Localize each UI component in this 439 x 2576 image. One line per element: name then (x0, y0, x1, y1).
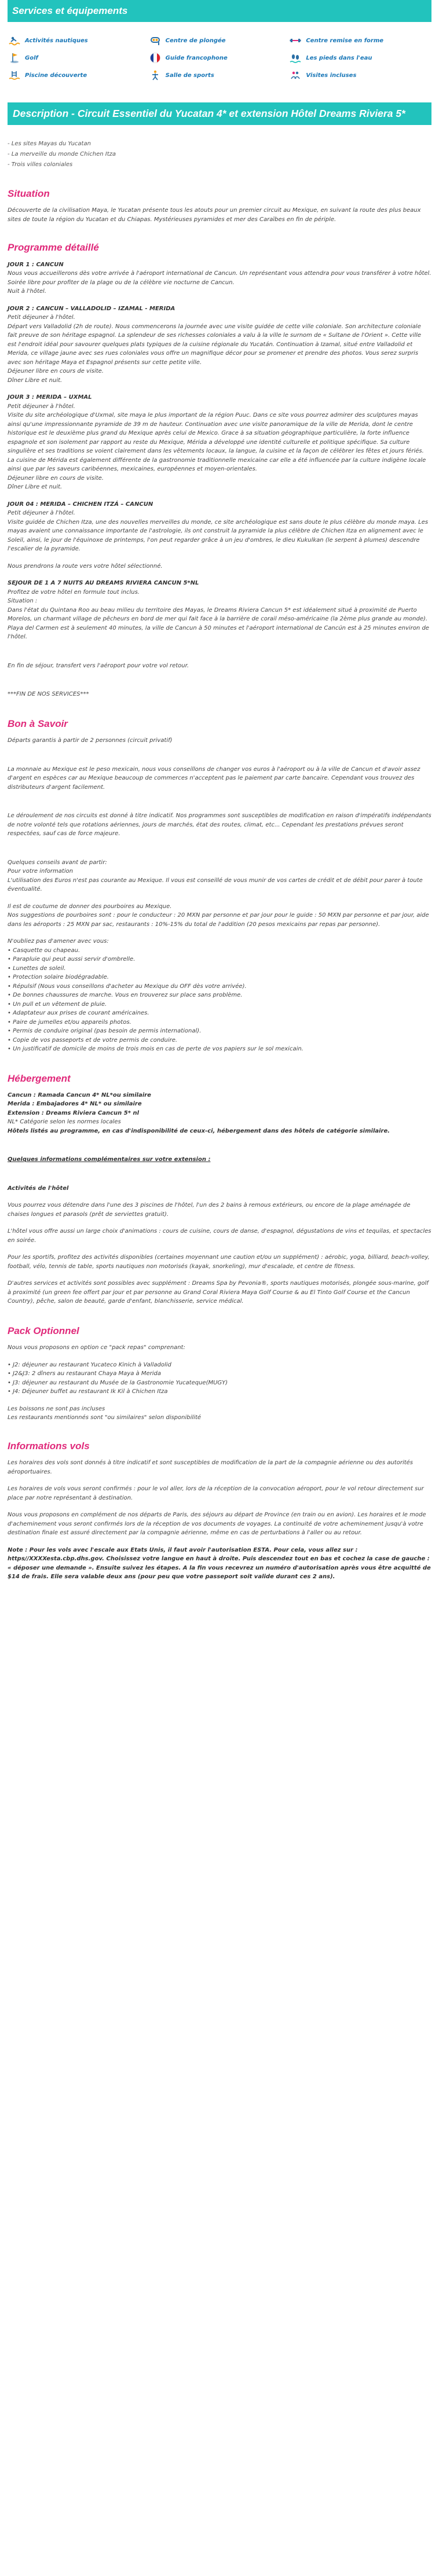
service-item (9, 52, 149, 64)
list-item: • Lunettes de soleil. (8, 964, 431, 973)
situation-text: Découverte de la civilisation Maya, le Yucatan présente tous les atouts pour un premier circuit au Mexique, en suivant la route des plus beaux sites de toute la région du Yucatan et du Chiapas. Mystérieuses pyramides et mer des Caraïbes en fin de périple. (8, 207, 421, 223)
currency-note: La monnaie au Mexique est le peso mexicain, nous vous conseillons de changer vos euros à l'aéroport ou à la ville de Cancun et d'avoir assez d'argent en espèces car au Mexique beaucoup de commerces n'acceptent pas le paiement par carte bancaire. Cependant vous trouvez des distributeurs d'argent facilement. (8, 766, 420, 791)
service-item (290, 69, 430, 81)
service-item (9, 35, 149, 46)
stay-title: SEJOUR DE 1 A 7 NUITS AU DREAMS RIVIERA CANCUN 5*NL (8, 580, 199, 587)
day4-title: JOUR 04 : MERIDA – CHICHEN ITZÁ – CANCUN (8, 501, 153, 508)
service-label: Golf (25, 54, 38, 61)
french-flag-icon (149, 52, 161, 64)
day2-breakfast: Petit déjeuner à l'hôtel. (8, 314, 75, 321)
water-sports-icon (9, 35, 20, 46)
service-label: Les pieds dans l'eau (306, 54, 372, 61)
service-label: Piscine découverte (25, 72, 87, 79)
highlight-item: - La merveille du monde Chichen Itza (8, 151, 116, 158)
service-item (290, 35, 430, 46)
programme-title: Programme détaillé (8, 242, 99, 253)
service-label: Salle de sports (165, 72, 214, 79)
service-label: Activités nautiques (25, 37, 88, 44)
activities-text: L'hôtel vous offre aussi un large choix d'animations : cours de cuisine, cours de danse, d'espagnol, dégustations de vins et tequilas, et spectacles en soirée. (8, 1228, 431, 1244)
day2-title: JOUR 2 : CANCUN – VALLADOLID – IZAMAL - MERIDA (8, 305, 175, 312)
advice-payment-text: L'utilisation des Euros n'est pas courante au Mexique. Il vous est conseillé de vous munir de vos cartes de crédit et de débit pour parer à toute éventualité. (8, 877, 423, 893)
day1-title: JOUR 1 : CANCUN (8, 261, 64, 268)
activities-text: D'autres services et activités sont possibles avec supplément : Dreams Spa by Pevonia®, sports nautiques motorisés, plongée sous-marine, golf à proximité (un green fee offert par jour et par personne au Grand Coral Riviera Maya Golf Course & au El Tinto Golf Course et the Cancun Country), pêche, salon de beauté, garde d'enfant, blanchisserie, service médical. (8, 1280, 429, 1305)
list-item: • Permis de conduire original (pas besoin de permis international). (8, 1027, 431, 1036)
service-item (149, 52, 290, 64)
day1-text: Nous vous accueillerons dès votre arrivée à l'aéroport international de Cancun. Un représentant vous attendra pour vous transférer à votre hôtel. Soirée libre pour profiter de la plage ou de la célèbre vie nocturne de Cancun. (8, 270, 431, 286)
list-item: • Parapluie qui peut aussi servir d'ombrelle. (8, 955, 431, 964)
advice-tips: Il est de coutume de donner des pourboires au Mexique. (8, 903, 172, 910)
stay-formula: Profitez de votre hôtel en formule tout inclus. (8, 589, 140, 596)
stay-situation-label: Situation : (8, 598, 38, 605)
day3-breakfast: Petit déjeuner à l'hôtel. (8, 403, 75, 410)
advice-intro: Quelques conseils avant de partir: (8, 859, 107, 866)
flights-schedule: Les horaires de vols vous seront confirmés : pour le vol aller, lors de la réception de la convocation aéroport, pour le vol retour directement sur place par notre représentant à destination. (8, 1486, 424, 1501)
hotels-note: Hôtels listés au programme, en cas d'indisponibilité de ceux-ci, hébergement dans des hôtels de catégorie similaire. (8, 1127, 390, 1134)
day3-title: JOUR 3 : MERIDA – UXMAL (8, 394, 92, 401)
list-item: • J2&J3: 2 dîners au restaurant Chaya Maya à Merida (8, 1369, 431, 1379)
extension-info-title: Quelques informations complémentaires sur votre extension : (8, 1156, 211, 1163)
flights-schedule: Les horaires des vols sont donnés à titre indicatif et sont susceptibles de modification de la part de la compagnie aérienne ou des autorités aéroportuaires. (8, 1460, 414, 1475)
advice-payment-label: Pour votre information (8, 868, 74, 875)
service-item (9, 69, 149, 81)
gym-icon (149, 69, 161, 81)
highlights-list (8, 125, 431, 170)
end-stay: En fin de séjour, transfert vers l'aéroport pour votre vol retour. (8, 662, 189, 669)
day3-lunch: Déjeuner libre en cours de visite. (8, 475, 104, 482)
highlight-item: - Trois villes coloniales (8, 161, 73, 168)
stay-situation-text: Dans l'état du Quintana Roo au beau milieu du territoire des Mayas, le Dreams Riviera Cancun 5* est idéalement situé à proximité de Puerto Morelos, un charmant village de pêcheurs en bord de mer qui fait face à la barrière de corail méso-américaine (la 2ème plus grande au monde). (8, 607, 428, 623)
service-item (149, 69, 290, 81)
service-label: Centre remise en forme (306, 37, 384, 44)
day4-breakfast: Petit déjeuner à l'hôtel. (8, 510, 75, 517)
list-item: • Répulsif (Nous vous conseillons d'acheter au Mexique du OFF dès votre arrivée). (8, 982, 431, 991)
pack-drinks: Les boissons ne sont pas incluses (8, 1405, 105, 1412)
pack-restaurants: Les restaurants mentionnés sont "ou similaires" selon disponibilité (8, 1414, 202, 1421)
activities-title: Activités de l'hôtel (8, 1185, 69, 1192)
day1-night: Nuit à l'hôtel. (8, 288, 47, 295)
service-label: Visites incluses (306, 72, 357, 79)
hebergement-title: Hébergement (8, 1072, 71, 1084)
departures-note: Départs garantis à partir de 2 personnes (circuit privatif) (8, 737, 173, 744)
list-item: • J2: déjeuner au restaurant Yucateco Kinich à Valladolid (8, 1361, 431, 1370)
list-item: • J4: Déjeuner buffet au restaurant Ik Kil à Chichen Itza (8, 1387, 431, 1397)
pack-intro: Nous vous proposons en option ce "pack repas" comprenant: (8, 1344, 185, 1351)
list-item: • Adaptateur aux prises de courant américaines. (8, 1009, 431, 1018)
pack-list (8, 1361, 431, 1397)
hotel-merida: Merida : Embajadores 4* NL* ou similaire (8, 1101, 142, 1108)
day3-dinner: Dîner Libre et nuit. (8, 484, 63, 491)
list-item: • Un justificatif de domicile de moins de trois mois en cas de perte de vos papiers sur le sol mexicain. (8, 1045, 431, 1054)
activities-text: Vous pourrez vous détendre dans l'une des 3 piscines de l'hôtel, l'un des 2 bains à remous extérieurs, ou encore de la plage aménagée de chaises longues et parasols (prêt de serviettes gratuit). (8, 1202, 411, 1218)
fitness-icon (290, 35, 301, 46)
list-item: • Paire de jumelles et/ou appareils photos. (8, 1018, 431, 1027)
list-item: • J3: déjeuner au restaurant du Musée de la Gastronomie Yucateque(MUGY) (8, 1379, 431, 1388)
visits-icon (290, 69, 301, 81)
diving-icon (149, 35, 161, 46)
list-item: • De bonnes chaussures de marche. Vous en trouverez sur place sans problème. (8, 991, 431, 1000)
checklist-title: N'oubliez pas d'amener avec vous: (8, 938, 109, 945)
golf-icon (9, 52, 20, 64)
description-title: Description - Circuit Essentiel du Yucatan 4* et extension Hôtel Dreams Riviera 5* (8, 102, 431, 125)
highlight-item: - Les sites Mayas du Yucatan (8, 141, 91, 148)
list-item: • Un pull et un vêtement de pluie. (8, 1000, 431, 1009)
day4-transfer: Nous prendrons la route vers votre hôtel sélectionné. (8, 563, 163, 569)
day3-text: Visite du site archéologique d'Uxmal, site maya le plus important de la région Puuc. Dans ce site vous pourrez admirer des sculptures mayas ainsi qu'une impressionnante pyramide de 39 m de hauteur. Continuation avec une visite panoramique de la ville de Merida, dont le centre historique est le deuxième plus grand du Mexique après celui de Mexico. Grace à sa situation géographique particulière, la forte influence espagnole et son isolement par rapport au reste du Mexique, Mérida a développé une identité culturelle et politique spécifique. Sa culture singulière et ses traditions se voient clairement dans les vêtements locaux, la langue, la cuisine et la façon de célébrer les fêtes et jours fériés. La cuisine de Mérida est également différente de la gastronomie traditionnelle mexicaine car elle a été influencée par la culture indigène locale ainsi que par les saveurs caribéennes, mexicaines, européennes et moyen-orientales. (8, 412, 426, 473)
advice-tips-text: Nos suggestions de pourboires sont : pour le conducteur : 20 MXN par personne et par jour pour le guide : 50 MXN par personne et par jour, aide dans les aéroports : 25 MXN par sac, restaurants : 10%-15% du total de l'addition (20 pesos mexicains par repas par personne). (8, 912, 429, 928)
flights-esta: Note : Pour les vols avec l'escale aux Etats Unis, il faut avoir l'autorisation ESTA. Pour cela, vous allez sur : https//XXXXesta.cbp.dhs.gov. Choisissez votre langue en haut à droite. Puis descendez tout en bas et cochez la case de gauche : « déposer une demande ». Ensuite suivez les étapes. A la fin vous recevrez un numéro d'autorisation après vous être acquitté de $14 de frais. Elle sera valable deux ans (pour peu que votre passeport soit valide durant ces 2 ans). (8, 1546, 431, 1581)
flights-title: Informations vols (8, 1440, 90, 1451)
bon-a-savoir-title: Bon à Savoir (8, 718, 68, 729)
feet-water-icon (290, 52, 301, 64)
service-item (290, 52, 430, 64)
service-item (149, 35, 290, 46)
services-title: Services et équipements (8, 0, 431, 22)
hotel-cancun: Cancun : Ramada Cancun 4* NL*ou similaire (8, 1092, 151, 1098)
list-item: • Protection solaire biodégradable. (8, 973, 431, 982)
pool-icon (9, 69, 20, 81)
hotel-extension: Extension : Dreams Riviera Cancun 5* nl (8, 1109, 139, 1116)
day4-text: Visite guidée de Chichen Itza, une des nouvelles merveilles du monde, ce site archéologique est sans doute le plus célèbre du monde maya. Les mayas avaient une connaissance importante de l'astrologie, ils ont construit la pyramide la plus célèbre de Chichen Itza en alignement avec le Soleil, ainsi, le jour de l'équinoxe de printemps, l'on peut regarder grâce à un jeu d'ombres, le dieu Kukulkan (le serpent à plumes) descendre l'escalier de la pyramide. (8, 519, 429, 553)
pack-title: Pack Optionnel (8, 1325, 79, 1336)
situation-title: Situation (8, 188, 50, 200)
service-label: Centre de plongée (165, 37, 226, 44)
checklist (8, 946, 431, 1054)
service-label: Guide francophone (165, 54, 228, 61)
list-item: • Casquette ou chapeau. (8, 946, 431, 956)
list-item: • Copie de vos passeports et de votre permis de conduire. (8, 1036, 431, 1045)
flights-province: Nous vous proposons en complément de nos départs de Paris, des séjours au départ de Province (en train ou en avion). Les horaires et le mode d'acheminement vous seront confirmés lors de la réception de vos documents de voyages. La continuité de votre acheminement jusqu'à votre destination finale est assuré directement par la compagnie aérienne, même en cas de perturbations à l'aller ou au retour. (8, 1512, 426, 1537)
day2-text: Départ vers Valladolid (2h de route). Nous commencerons la journée avec une visite guidée de cette ville coloniale. Son architecture coloniale fait preuve de son héritage espagnol. La splendeur de ses richesses coloniales a valu à la ville le surnom de « Sultane de l'Orient ». Cette ville est l'endroit idéal pour savourer quelques plats typiques de la cuisine régionale du Yucatán. Continuation à Izamal, situé entre Valladolid et Merida, ce village jaune avec ses rues coloniales vous offre un magnifique décor pour se promener et prendre des photos. Vous serez surpris avec son héritage Maya et Espagnol présents sur cette petite ville. (8, 323, 422, 366)
activities-text: Pour les sportifs, profitez des activités disponibles (certaines moyennant une caution et/ou un supplément) : aérobic, yoga, billiard, beach-volley, football, vélo, tennis de table, sports nautiques non motorisés (kayak, snorkeling), mur d'escalade, et centre de fitness. (8, 1254, 430, 1270)
services-grid (8, 22, 431, 88)
end-services: ***FIN DE NOS SERVICES*** (8, 691, 89, 698)
stay-access: Playa del Carmen est à seulement 40 minutes, la ville de Cancun à 50 minutes et l'aéroport international de Cancún est à 25 minutes environ de l'hôtel. (8, 624, 429, 641)
day2-lunch: Déjeuner libre en cours de visite. (8, 368, 104, 375)
day2-dinner: Dîner Libre et nuit. (8, 377, 63, 384)
itinerary-note: Le déroulement de nos circuits est donné à titre indicatif. Nos programmes sont susceptibles de modification en raison d'impératifs indépendants de notre volonté tels que rotations aériennes, jours de marchés, état des routes, climat, etc... Cependant les prestations prévues seront respectées, sauf cas de force majeure. (8, 813, 431, 837)
nl-note: NL* Catégorie selon les normes locales (8, 1119, 121, 1126)
